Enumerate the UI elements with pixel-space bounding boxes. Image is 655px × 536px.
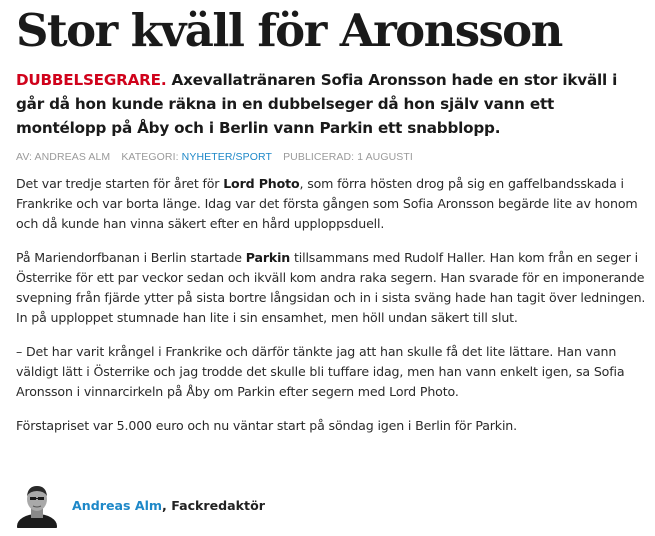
- meta-author: AV: ANDREAS ALM: [16, 151, 111, 163]
- author-name-link[interactable]: Andreas Alm: [72, 497, 163, 513]
- paragraph-2: [16, 248, 646, 328]
- paragraph-1-text-a: Det var tredje starten för året för: [16, 176, 224, 191]
- article-headline: Stor kväll för Aronsson: [16, 4, 562, 57]
- ingress-kicker: DUBBELSEGRARE.: [16, 71, 167, 89]
- paragraph-1-text-b: , som förra hösten drog på sig en gaffelbandsskada i Frankrike och var borta länge. Idag var det första gången som Sofia Aronsson begärde lite av honom och då kunde han vinna säkert efter en hård upploppsduell.: [16, 176, 638, 231]
- paragraph-2-text-a: På Mariendorfbanan i Berlin startade: [16, 250, 246, 265]
- meta-published: PUBLICERAD: 1 AUGUSTI: [283, 151, 413, 163]
- meta-category-link[interactable]: NYHETER/SPORT: [181, 151, 273, 163]
- article-meta: [16, 150, 646, 164]
- paragraph-2-text-b: tillsammans med Rudolf Haller. Han kom från en seger i Österrike för ett par veckor sedan och ikväll kom andra raka segern. Han svarade för en imponerande svepning från fjärde ytter på sista bortre långsidan och in i sista sväng hade han tagit över ledningen. In på upploppet stumnade han lite i sin ensamhet, men höll undan säkert till slut.: [16, 250, 646, 325]
- horse-name-lord-photo: Lord Photo: [223, 176, 300, 191]
- horse-name-parkin: Parkin: [245, 250, 291, 265]
- byline-text: [72, 498, 265, 513]
- article: [16, 0, 646, 450]
- article-body: [16, 174, 646, 436]
- author-portrait-icon: [16, 482, 58, 528]
- paragraph-3: – Det har varit krångel i Frankrike och därför tänkte jag att han skulle få det lite lättare. Han vann väldigt lätt i Österrike och jag trodde det skulle bli tuffare idag, men han vann enkelt igen, sa Sofia Aronsson i vinnarcirkeln på Åby om Parkin efter segern med Lord Photo.: [16, 344, 625, 399]
- author-avatar: [16, 482, 58, 528]
- paragraph-1: [16, 174, 646, 234]
- meta-category-label: KATEGORI:: [121, 151, 179, 163]
- author-role: , Fackredaktör: [162, 497, 265, 513]
- author-byline: [16, 480, 265, 530]
- paragraph-4: Förstapriset var 5.000 euro och nu väntar start på söndag igen i Berlin för Parkin.: [16, 418, 517, 433]
- article-ingress: [16, 68, 646, 140]
- ingress-text: Axevallatränaren Sofia Aronsson hade en stor ikväll i går då hon kunde räkna in en dubbelseger då hon själv vann ett montélopp på Åby och i Berlin vann Parkin ett snabblopp.: [16, 71, 618, 137]
